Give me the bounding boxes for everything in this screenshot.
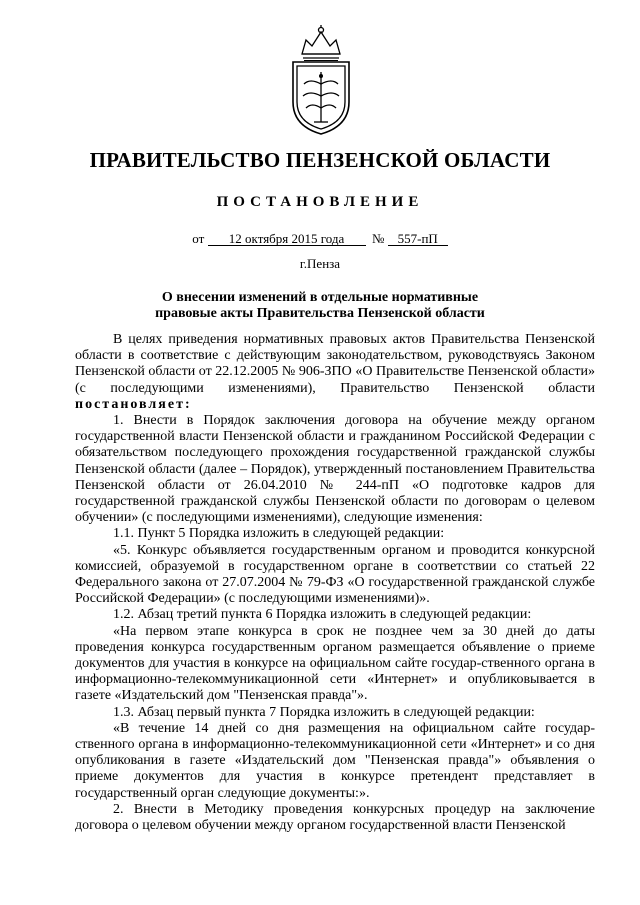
government-title: ПРАВИТЕЛЬСТВО ПЕНЗЕНСКОЙ ОБЛАСТИ: [89, 148, 551, 172]
date-prefix: от: [192, 231, 205, 246]
paragraph-1-2: 1.2. Абзац третий пункта 6 Порядка изложить в следующей редакции:: [113, 607, 532, 623]
date-value: 12 октября 2015 года: [208, 232, 366, 246]
number-value: 557-пП: [388, 232, 448, 246]
paragraph-1-1-text: «5. Конкурс объявляется государственным органом и проводится конкурсной комиссией, образуемой в государственном органе в соответствии со статьей 22 Федерального закона от 27.07.2004 № 79-ФЗ «О государственной гражданской службе Российской Федерации» (с последующими изменениями)».: [75, 542, 595, 607]
document-body: [75, 332, 595, 834]
preamble-paragraph: [75, 332, 595, 413]
subject-heading: [0, 290, 640, 322]
number-prefix: №: [372, 231, 385, 246]
date-number-line: [0, 231, 640, 247]
subject-line-1: О внесении изменений в отдельные нормативные: [161, 290, 479, 305]
paragraph-1-2-text: «На первом этапе конкурса в срок не позднее чем за 30 дней до даты проведения конкурса государственным органом размещается объявление о приеме документов для участия в конкурсе на официальном сайте государ-ственного органа в информационно-телекоммуникационной сети «Интернет» и опубликовывается в газете «Издательский дом "Пензенская правда"».: [75, 623, 595, 704]
document-type: ПОСТАНОВЛЕНИЕ: [216, 194, 424, 210]
paragraph-2: 2. Внести в Методику проведения конкурсных процедур на заключение договора о целевом обучении между органом государственной власти Пензенской: [75, 801, 595, 834]
paragraph-1-3-text: «В течение 14 дней со дня размещения на официальном сайте государ-ственного органа в информационно-телекоммуникационной сети «Интернет» и со дня опубликования в газете «Издательский дом "Пензенская правда"» объявления о приеме документов для участия в конкурсе претендент представляет в государственный орган следующие документы:».: [75, 720, 595, 801]
paragraph-1: 1. Внести в Порядок заключения договора на обучение между органом государственной власти Пензенской области и гражданином Российской Федерации с обязательством последующего прохождения государственной гражданской службы Пензенской области (далее – Порядок), утвержденный постановлением Правительства Пензенской области от 26.04.2010 № 244-пП «О подготовке кадров для государственной гражданской службы Пензенской области по договорам о целевом обучении» (с последующими изменениями), следующие изменения:: [75, 413, 595, 526]
preamble-text: В целях приведения нормативных правовых актов Правительства Пензенской области в соответствие с действующим законодательством, руководствуясь Законом Пензенской области от 22.12.2005 № 906-ЗПО «О Правительстве Пензенской области» (с последующими изменениями), Правительство Пензенской области: [75, 332, 595, 396]
subject-line-2: правовые акты Правительства Пензенской области: [155, 306, 485, 321]
city: г.Пенза: [299, 256, 341, 271]
paragraph-1-3: 1.3. Абзац первый пункта 7 Порядка изложить в следующей редакции:: [113, 704, 535, 720]
coat-of-arms-icon: [288, 24, 354, 136]
paragraph-1-1: 1.1. Пункт 5 Порядка изложить в следующей редакции:: [113, 526, 445, 542]
resolves-word: постановляет:: [75, 396, 192, 412]
